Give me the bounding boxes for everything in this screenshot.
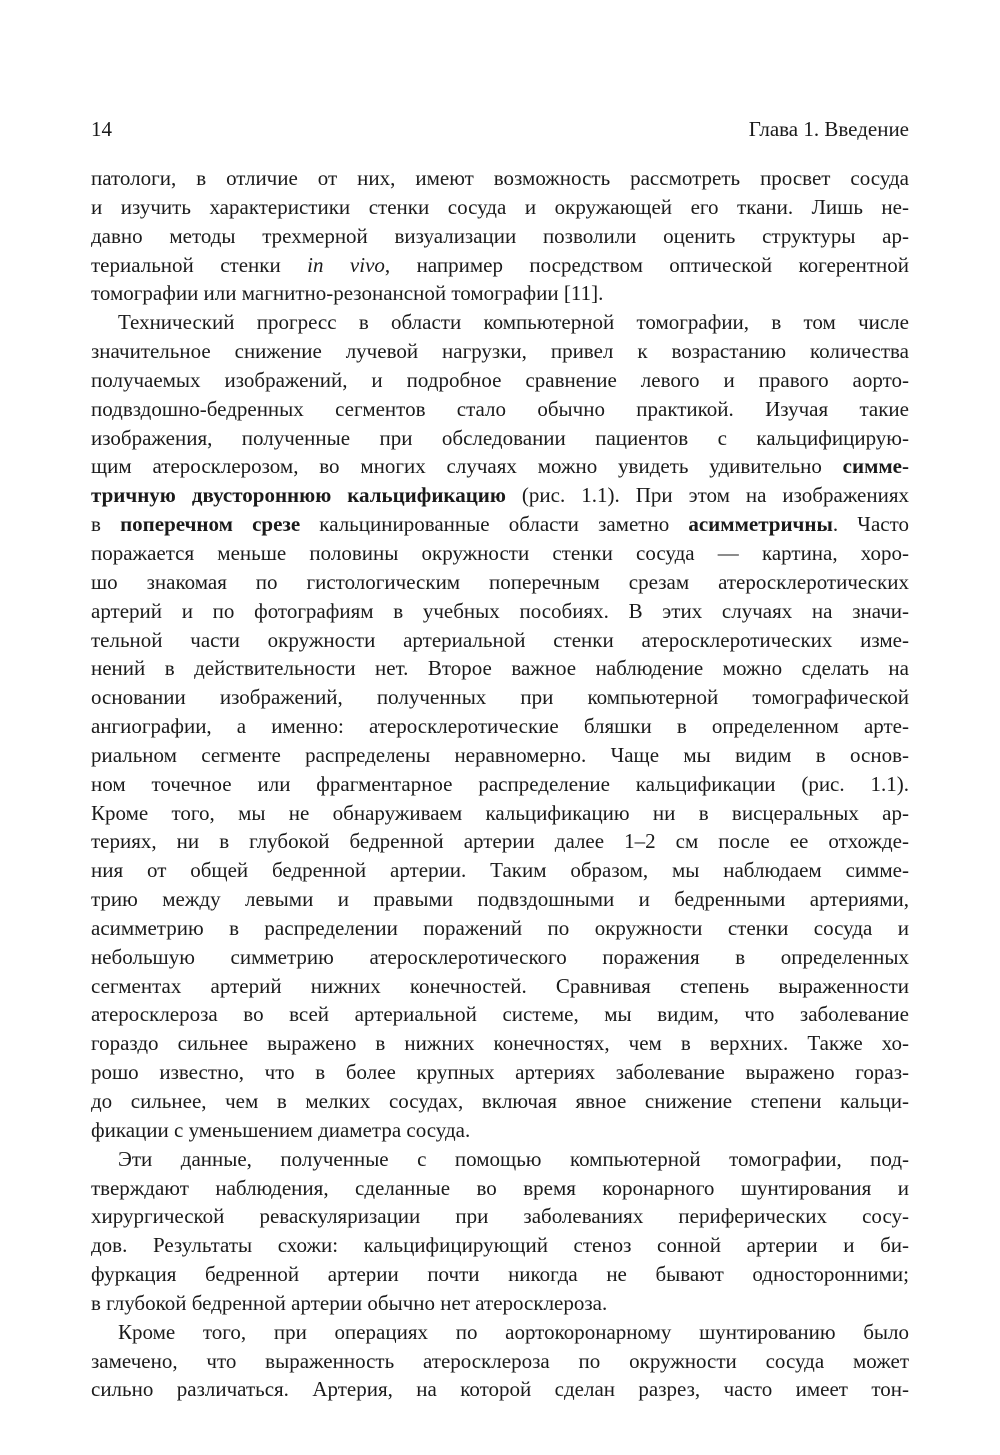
text-line <box>91 1375 909 1404</box>
text-line <box>91 366 909 395</box>
text-run: кальцинированные области заметно <box>300 512 689 537</box>
text-line <box>91 1318 909 1347</box>
text-run: подвздошно-бедренных сегментов стало обычно практикой. Изучая такие <box>91 396 909 421</box>
text-line <box>91 1000 909 1029</box>
text-line <box>91 972 909 1001</box>
text-line <box>91 164 909 193</box>
text-line <box>91 539 909 568</box>
text-line <box>91 1058 909 1087</box>
text-run: териях, ни в глубокой бедренной артерии далее 1–2 см после ее отхожде- <box>91 829 909 854</box>
text-line <box>91 683 909 712</box>
text-line <box>91 856 909 885</box>
text-run: фикации с уменьшением диаметра сосуда. <box>91 1117 471 1142</box>
text-line <box>91 741 909 770</box>
text-line <box>91 597 909 626</box>
text-line <box>91 251 909 280</box>
text-run: ния от общей бедренной артерии. Таким образом, мы наблюдаем симме- <box>91 858 909 883</box>
text-line <box>91 626 909 655</box>
text-run: хирургической реваскуляризации при заболеваниях периферических сосу- <box>91 1204 909 1229</box>
text-line <box>91 568 909 597</box>
bold-text: поперечном срезе <box>120 512 301 537</box>
text-run: поражается меньше половины окружности стенки сосуда — картина, хоро- <box>91 540 909 565</box>
italic-text: in vivo <box>307 252 385 277</box>
text-line <box>91 1260 909 1289</box>
paragraph <box>91 308 909 1144</box>
text-line <box>91 885 909 914</box>
document-page <box>91 0 909 1455</box>
page-number: 14 <box>91 117 112 141</box>
text-run: щим атеросклерозом, во многих случаях можно увидеть удивительно <box>91 454 843 479</box>
text-run: териальной стенки <box>91 252 308 277</box>
text-run: и изучить характеристики стенки сосуда и окружающей его ткани. Лишь не- <box>91 194 909 219</box>
chapter-title: Глава 1. Введение <box>748 117 909 141</box>
text-run: в глубокой бедренной артерии обычно нет атеросклероза. <box>91 1290 608 1315</box>
text-run: риальном сегменте распределены неравномерно. Чаще мы видим в основ- <box>91 742 909 767</box>
text-run: фуркация бедренной артерии почти никогда не бывают односторонними; <box>91 1262 909 1287</box>
text-line <box>91 279 909 308</box>
text-line <box>91 308 909 337</box>
text-run: Эти данные, полученные с помощью компьютерной томографии, под- <box>118 1146 909 1171</box>
text-run: асимметрию в распределении поражений по окружности стенки сосуда и <box>91 915 909 940</box>
paragraph <box>91 1145 909 1318</box>
text-run: патологи, в отличие от них, имеют возможность рассмотреть просвет сосуда <box>91 166 909 190</box>
text-run: давно методы трехмерной визуализации позволили оценить структуры ар- <box>91 223 909 248</box>
text-run: основании изображений, полученных при компьютерной томографической <box>91 685 909 710</box>
text-run: трию между левыми и правыми подвздошными и бедренными артериями, <box>91 887 909 912</box>
text-run: (рис. 1.1). При этом на изображениях <box>505 483 909 508</box>
text-run: до сильнее, чем в мелких сосудах, включая явное снижение степени кальци- <box>91 1089 909 1113</box>
text-line <box>91 337 909 366</box>
text-run: изображения, полученные при обследовании пациентов с кальцифицирую- <box>91 425 909 450</box>
text-line <box>91 914 909 943</box>
body-text <box>91 164 909 1404</box>
text-run: шо знакомая по гистологическим поперечным срезам атеросклеротических <box>91 569 909 594</box>
text-line <box>91 1029 909 1058</box>
text-run: ном точечное или фрагментарное распределение кальцификации (рис. 1.1). <box>91 771 909 796</box>
text-run: сильно различаться. Артерия, на которой сделан разрез, часто имеет тон- <box>91 1377 909 1402</box>
text-run: нений в действительности нет. Второе важное наблюдение можно сделать на <box>91 656 909 681</box>
text-run: артерий и по фотографиям в учебных пособиях. В этих случаях на значи- <box>91 598 909 623</box>
text-run: . Часто <box>832 512 909 537</box>
text-run: получаемых изображений, и подробное сравнение левого и правого аорто- <box>91 367 909 392</box>
text-line <box>91 452 909 481</box>
text-line <box>91 193 909 222</box>
bold-text: тричную двустороннюю кальцификацию <box>91 483 506 508</box>
text-line <box>91 799 909 828</box>
text-line <box>91 1145 909 1174</box>
text-line <box>91 654 909 683</box>
text-line <box>91 510 909 539</box>
paragraph <box>91 164 909 308</box>
text-run: Кроме того, при операциях по аортокоронарному шунтированию было <box>118 1319 909 1344</box>
text-run: атеросклероза во всей артериальной системе, мы видим, что заболевание <box>91 1002 909 1027</box>
text-run: небольшую симметрию атеросклеротического поражения в определенных <box>91 944 909 969</box>
text-run: дов. Результаты схожи: кальцифицирующий стеноз сонной артерии и би- <box>91 1233 909 1258</box>
text-run: Кроме того, мы не обнаруживаем кальцификацию ни в висцеральных ар- <box>91 800 909 825</box>
paragraph <box>91 1318 909 1405</box>
text-run: тверждают наблюдения, сделанные во время коронарного шунтирования и <box>91 1175 909 1200</box>
text-line <box>91 1347 909 1376</box>
text-line <box>91 1087 909 1116</box>
text-line <box>91 1116 909 1145</box>
text-run: Технический прогресс в области компьютерной томографии, в том числе <box>118 310 909 335</box>
text-line <box>91 1231 909 1260</box>
running-head <box>91 114 909 144</box>
text-run: гораздо сильнее выражено в нижних конечностях, чем в верхних. Также хо- <box>91 1031 909 1056</box>
text-run: томографии или магнитно-резонансной томографии [11]. <box>91 281 604 306</box>
text-run: ангиографии, а именно: атеросклеротические бляшки в определенном арте- <box>91 714 909 739</box>
text-line <box>91 1202 909 1231</box>
text-run: сегментах артерий нижних конечностей. Сравнивая степень выраженности <box>91 973 909 998</box>
text-line <box>91 395 909 424</box>
text-line <box>91 943 909 972</box>
bold-text: асимметричны <box>688 512 833 537</box>
text-run: в <box>91 512 121 537</box>
text-run: тельной части окружности артериальной стенки атеросклеротических изме- <box>91 627 909 652</box>
text-line <box>91 1174 909 1203</box>
text-line <box>91 827 909 856</box>
text-run: значительное снижение лучевой нагрузки, привел к возрастанию количества <box>91 339 909 364</box>
text-run: , например посредством оптической когерентной <box>384 252 909 277</box>
text-line <box>91 770 909 799</box>
text-line <box>91 712 909 741</box>
text-run: рошо известно, что в более крупных артериях заболевание выражено гораз- <box>91 1060 909 1085</box>
text-line <box>91 481 909 510</box>
text-line <box>91 1289 909 1318</box>
text-line <box>91 424 909 453</box>
text-run: замечено, что выраженность атеросклероза по окружности сосуда может <box>91 1348 909 1373</box>
bold-text: симме- <box>842 454 909 479</box>
text-line <box>91 222 909 251</box>
